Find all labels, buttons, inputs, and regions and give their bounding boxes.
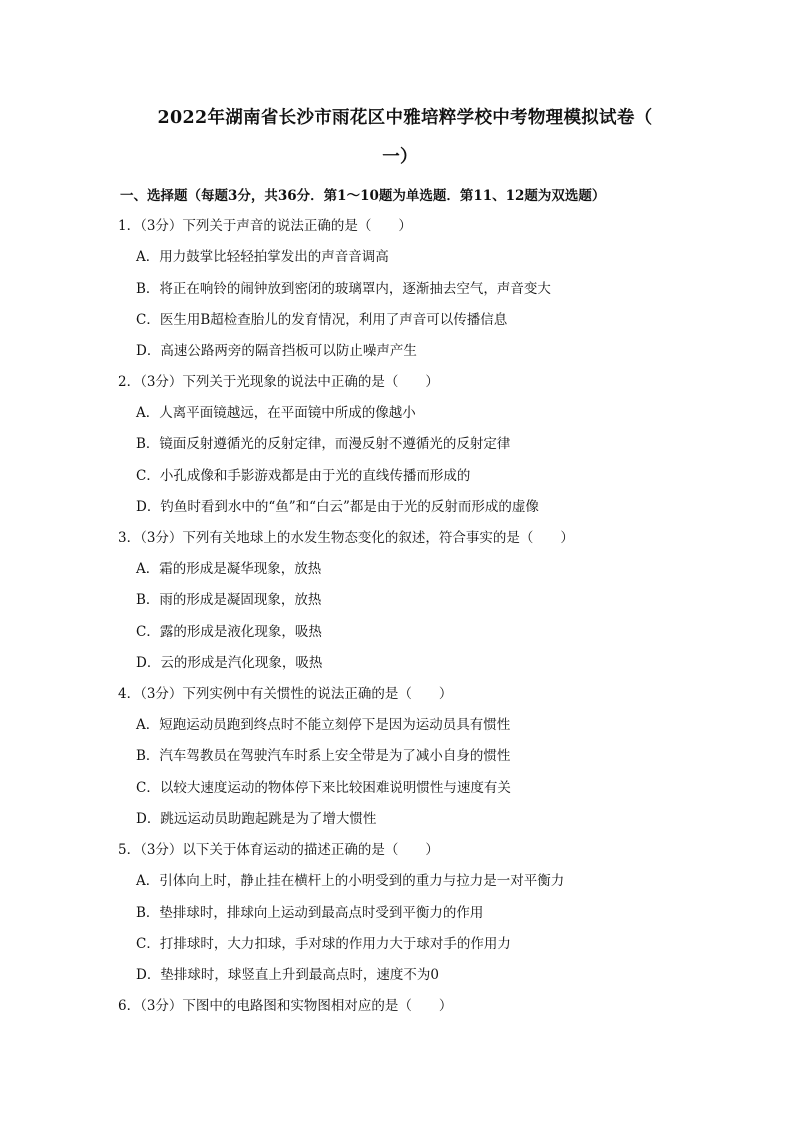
question-5-stem: 5．（3分）以下关于体育运动的描述正确的是（ ）	[118, 842, 439, 858]
section-heading: 一、选择题（每题3分，共36分．第1～10题为单选题．第11、12题为双选题）	[120, 188, 606, 204]
question-4-option-d: D．跳远运动员助跑起跳是为了增大惯性	[136, 811, 377, 827]
question-3-stem: 3．（3分）下列有关地球上的水发生物态变化的叙述，符合事实的是（ ）	[118, 530, 574, 546]
question-3-option-b: B．雨的形成是凝固现象，放热	[136, 592, 322, 608]
question-2-option-a: A．人离平面镜越远，在平面镜中所成的像越小	[136, 405, 416, 421]
question-2-option-b: B．镜面反射遵循光的反射定律，而漫反射不遵循光的反射定律	[136, 436, 511, 452]
question-1-option-c: C．医生用B超检查胎儿的发育情况，利用了声音可以传播信息	[136, 312, 508, 328]
question-1-option-b: B．将正在响铃的闹钟放到密闭的玻璃罩内，逐渐抽去空气，声音变大	[136, 281, 551, 297]
question-4-option-b: B．汽车驾教员在驾驶汽车时系上安全带是为了减小自身的惯性	[136, 748, 511, 764]
question-5-option-b: B．垫排球时，排球向上运动到最高点时受到平衡力的作用	[136, 905, 484, 921]
question-2-option-c: C．小孔成像和手影游戏都是由于光的直线传播而形成的	[136, 468, 471, 484]
question-4-option-c: C．以较大速度运动的物体停下来比较困难说明惯性与速度有关	[136, 780, 511, 796]
question-2-stem: 2．（3分）下列关于光现象的说法中正确的是（ ）	[118, 374, 439, 390]
question-1-stem: 1．（3分）下列关于声音的说法正确的是（ ）	[118, 218, 412, 234]
question-4-option-a: A．短跑运动员跑到终点时不能立刻停下是因为运动员具有惯性	[136, 717, 511, 733]
question-6-stem: 6．（3分）下图中的电路图和实物图相对应的是（ ）	[118, 998, 453, 1014]
question-5-option-c: C．打排球时，大力扣球，手对球的作用力大于球对手的作用力	[136, 936, 511, 952]
question-5-option-a: A．引体向上时，静止挂在横杆上的小明受到的重力与拉力是一对平衡力	[136, 873, 565, 889]
question-4-stem: 4．（3分）下列实例中有关惯性的说法正确的是（ ）	[118, 686, 453, 702]
question-1-option-d: D．高速公路两旁的隔音挡板可以防止噪声产生	[136, 343, 417, 359]
exam-title-line-1: 2022年湖南省长沙市雨花区中雅培粹学校中考物理模拟试卷（	[157, 108, 653, 128]
question-1-option-a: A．用力鼓掌比轻轻拍掌发出的声音音调高	[136, 249, 389, 265]
question-3-option-c: C．露的形成是液化现象，吸热	[136, 624, 322, 640]
exam-title-line-2: 一）	[382, 147, 418, 167]
question-2-option-d: D．钓鱼时看到水中的“鱼”和“白云”都是由于光的反射而形成的虚像	[136, 499, 539, 515]
question-3-option-a: A．霜的形成是凝华现象，放热	[136, 561, 322, 577]
question-3-option-d: D．云的形成是汽化现象，吸热	[136, 655, 323, 671]
question-5-option-d: D．垫排球时，球竖直上升到最高点时，速度不为0	[136, 967, 439, 983]
